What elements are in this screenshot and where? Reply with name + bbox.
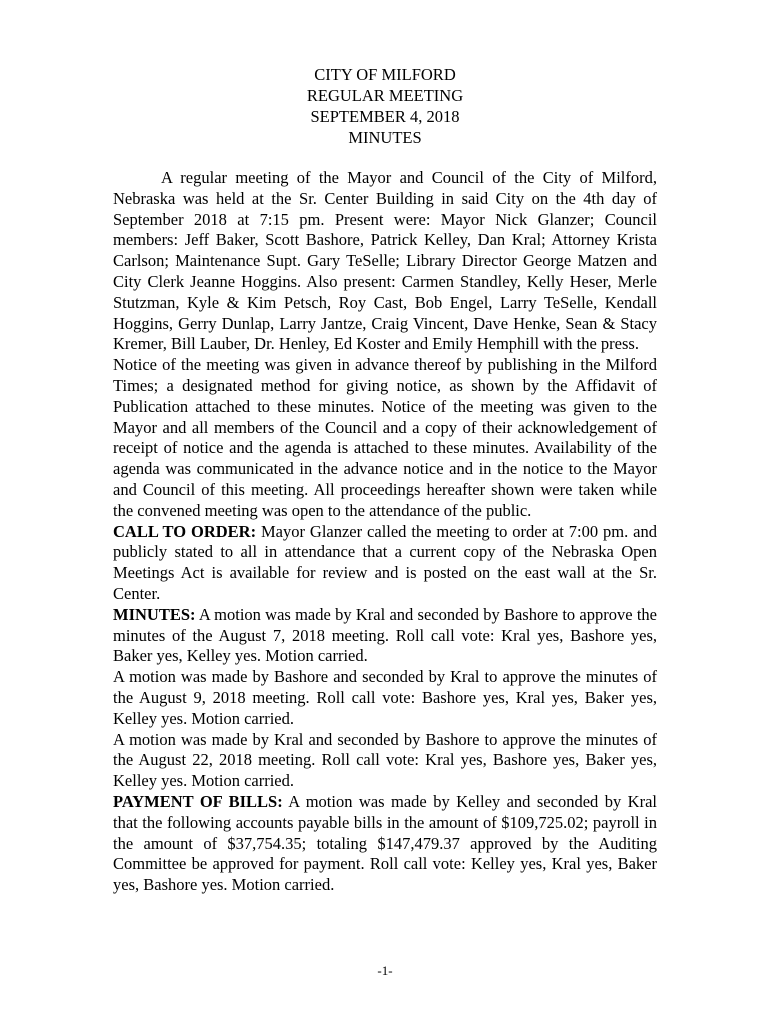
minutes-paragraph [113,605,657,667]
page-number: -1- [377,963,393,978]
payment-of-bills-label: PAYMENT OF BILLS: [113,791,283,811]
minutes-text: A motion was made by Kral and seconded by Bashore to approve the minutes of the August 7, 2018 meeting. Roll call vote: Kral yes, Bashore yes, Baker yes, Kelley yes. Motion carried. [113,604,657,666]
header-date: SEPTEMBER 4, 2018 [310,107,460,126]
document-body [113,168,657,896]
call-to-order-label: CALL TO ORDER: [113,521,257,541]
document-header [113,64,657,148]
header-meeting-type: REGULAR MEETING [306,86,464,105]
minutes-label: MINUTES: [113,604,196,624]
minutes-aug9-paragraph: A motion was made by Bashore and seconded by Kral to approve the minutes of the August 9, 2018 meeting. Roll call vote: Bashore yes, Kral yes, Baker yes, Kelley yes. Motion carried. [113,667,657,728]
minutes-aug22-paragraph: A motion was made by Kral and seconded by Bashore to approve the minutes of the August 22, 2018 meeting. Roll call vote: Kral yes, Bashore yes, Baker yes, Kelley yes. Motion carried. [113,729,657,791]
call-to-order-text: Mayor Glanzer called the meeting to order at 7:00 pm. and publicly stated to all in attendance that a current copy of the Nebraska Open Meetings Act is available for review and is posted on the east wall at the Sr. Center. [113,521,657,603]
payment-of-bills-paragraph [113,792,657,896]
call-to-order-paragraph [113,522,657,605]
notice-paragraph: Notice of the meeting was given in advance thereof by publishing in the Milford Times; a designated method for giving notice, as shown by the Affidavit of Publication attached to these minutes. Notice of the meeting was given to the Mayor and all members of the Council and a copy of their acknowledgement of receipt of notice and the agenda is attached to these minutes. Availability of the agenda was communicated in the advance notice and in the notice to the Mayor and Council of this meeting. All proceedings hereafter shown were taken while the convened meeting was open to the attendance of the public. [113,355,657,520]
header-city: CITY OF MILFORD [314,65,456,84]
header-title: MINUTES [348,128,422,147]
payment-of-bills-text: A motion was made by Kelley and seconded by Kral that the following accounts payable bills in the amount of $109,725.02; payroll in the amount of $37,754.35; totaling $147,479.37 approved by the Auditing Committee be approved for payment. Roll call vote: Kelley yes, Kral yes, Baker yes, Bashore yes. Motion carried. [113,791,657,895]
intro-paragraph: A regular meeting of the Mayor and Council of the City of Milford, Nebraska was held at the Sr. Center Building in said City on the 4th day of September 2018 at 7:15 pm. Present were: Mayor Nick Glanzer; Council members: Jeff Baker, Scott Bashore, Patrick Kelley, Dan Kral; Attorney Krista Carlson; Maintenance Supt. Gary TeSelle; Library Director George Matzen and City Clerk Jeanne Hoggins. Also present: Carmen Standley, Kelly Heser, Merle Stutzman, Kyle & Kim Petsch, Roy Cast, Bob Engel, Larry TeSelle, Kendall Hoggins, Gerry Dunlap, Larry Jantze, Craig Vincent, Dave Henke, Sean & Stacy Kremer, Bill Lauber, Dr. Henley, Ed Koster and Emily Hemphill with the press. [113,168,657,354]
